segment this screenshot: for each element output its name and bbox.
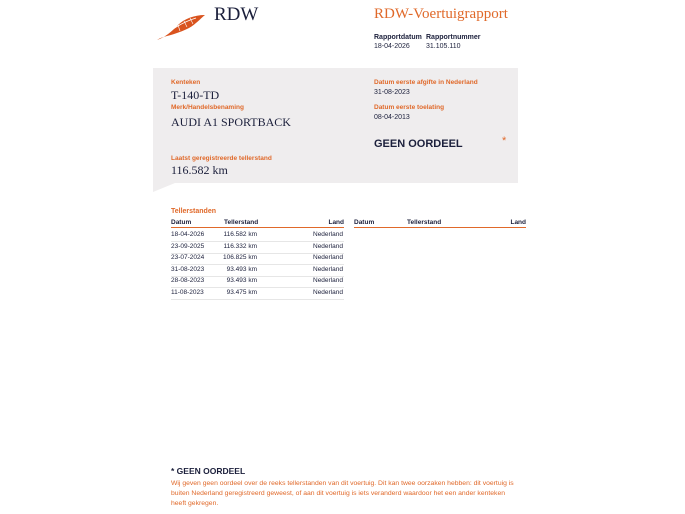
- row-land: Nederland: [313, 265, 343, 273]
- table-header-rule-2: [354, 227, 526, 228]
- rdw-logo-icon: [156, 13, 206, 41]
- col-tellerstand-header-2: Tellerstand: [407, 219, 442, 226]
- col-datum-header: Datum: [171, 219, 192, 226]
- col-tellerstand-header: Tellerstand: [224, 219, 259, 226]
- afgifte-nl-value: 31-08-2023: [374, 89, 410, 96]
- rapportdatum-label: Rapportdatum: [374, 34, 422, 41]
- row-datum: 23-09-2025: [171, 242, 205, 250]
- kenteken-value: T-140-TD: [171, 88, 220, 102]
- brand-name: RDW: [214, 4, 259, 25]
- row-land: Nederland: [313, 277, 343, 285]
- table-row-divider: [171, 299, 344, 300]
- verdict-text: GEEN OORDEEL: [374, 138, 463, 150]
- rapportdatum-value: 18-04-2026: [374, 43, 410, 50]
- row-land: Nederland: [313, 242, 343, 250]
- merk-value: AUDI A1 SPORTBACK: [171, 115, 291, 129]
- row-tellerstand: 116.332 km: [223, 242, 257, 250]
- row-datum: 23-07-2024: [171, 254, 205, 262]
- afgifte-nl-label: Datum eerste afgifte in Nederland: [374, 79, 478, 86]
- row-tellerstand: 93.475 km: [226, 289, 257, 296]
- rapportnummer-value: 31.105.110: [426, 43, 461, 50]
- toelating-label: Datum eerste toelating: [374, 104, 445, 111]
- tellerstanden-title: Tellerstanden: [171, 208, 216, 215]
- col-land-header-2: Land: [510, 219, 526, 226]
- row-land: Nederland: [313, 254, 343, 262]
- rapportnummer-label: Rapportnummer: [426, 34, 481, 41]
- tellerstand-value: 116.582 km: [171, 163, 228, 177]
- col-land-header: Land: [328, 219, 344, 226]
- row-datum: 11-08-2023: [171, 289, 204, 296]
- panel-corner: [153, 183, 175, 192]
- row-datum: 18-04-2026: [171, 231, 205, 238]
- toelating-value: 08-04-2013: [374, 114, 410, 121]
- col-datum-header-2: Datum: [354, 219, 375, 226]
- merk-label: Merk/Handelsbenaming: [171, 104, 244, 111]
- row-land: Nederland: [313, 231, 343, 238]
- row-land: Nederland: [313, 289, 343, 296]
- row-tellerstand: 106.825 km: [223, 254, 257, 262]
- table-header-rule: [171, 227, 344, 228]
- footnote-title: * GEEN OORDEEL: [171, 466, 246, 476]
- verdict-asterisk: *: [502, 135, 507, 147]
- row-tellerstand: 116.582 km: [223, 231, 257, 238]
- kenteken-label: Kenteken: [171, 79, 201, 86]
- report-title: RDW-Voertuigrapport: [374, 6, 508, 22]
- row-tellerstand: 93.493 km: [226, 265, 257, 273]
- row-datum: 31-08-2023: [171, 265, 205, 273]
- row-tellerstand: 93.493 km: [226, 277, 257, 285]
- row-datum: 28-08-2023: [171, 277, 205, 285]
- footnote-text: Wij geven geen oordeel over de reeks tellerstanden van dit voertuig. Dit kan twee oorzaken hebben: dit voertuig is buiten Nederland geregistreerd geweest, of aan dit voertuig is iets veranderd waardoor het een ander kenteken heeft gekregen.: [171, 480, 514, 507]
- tellerstand-label: Laatst geregistreerde tellerstand: [171, 155, 272, 162]
